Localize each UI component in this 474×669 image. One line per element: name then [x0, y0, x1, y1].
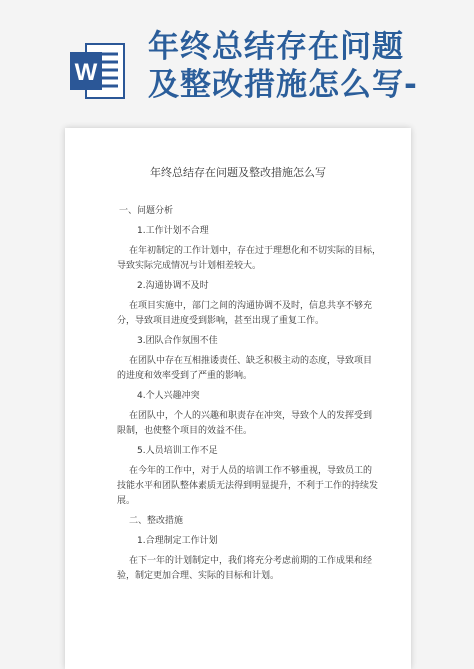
section-heading: 一、问题分析 [119, 206, 174, 216]
paragraph-line: 展。 [117, 496, 136, 506]
item-heading: 1.合理制定工作计划 [137, 536, 218, 546]
word-document-icon [66, 40, 128, 102]
paragraph-line: 在下一年的计划制定中，我们将充分考虑前期的工作成果和经 [129, 556, 373, 566]
banner-title-line-2: 及整改措施怎么写- [148, 67, 418, 103]
item-heading: 1.工作计划不合理 [137, 226, 209, 236]
paragraph-line: 在项目实施中，部门之间的沟通协调不及时，信息共享不够充 [129, 301, 373, 311]
svg-text:W: W [74, 59, 98, 86]
item-heading: 3.团队合作氛围不佳 [137, 336, 218, 346]
paragraph-line: 在今年的工作中，对于人员的培训工作不够重视，导致员工的 [129, 466, 373, 476]
paragraph-line: 分，导致项目进度受到影响，甚至出现了重复工作。 [117, 316, 325, 326]
paragraph-line: 限制，也使整个项目的效益不佳。 [117, 426, 253, 436]
section-heading: 二、整改措施 [129, 516, 184, 526]
item-heading: 2.沟通协调不及时 [137, 281, 209, 291]
paragraph-line: 在年初制定的工作计划中，存在过于理想化和不切实际的目标， [129, 246, 382, 256]
paragraph-line: 验，制定更加合理、实际的目标和计划。 [117, 571, 280, 581]
document-title: 年终总结存在问题及整改措施怎么写 [150, 166, 326, 179]
paragraph-line: 导致实际完成情况与计划相差较大。 [117, 261, 262, 271]
document-page [65, 128, 411, 669]
paragraph-line: 的进度和效率受到了严重的影响。 [117, 371, 253, 381]
banner-title-line-1: 年终总结存在问题 [148, 29, 404, 65]
paragraph-line: 在团队中存在互相推诿责任、缺乏积极主动的态度，导致项目 [129, 356, 373, 366]
item-heading: 4.个人兴趣冲突 [137, 391, 200, 401]
header-banner [0, 0, 474, 120]
item-heading: 5.人员培训工作不足 [137, 446, 218, 456]
paragraph-line: 技能水平和团队整体素质无法得到明显提升，不利于工作的持续发 [117, 481, 379, 491]
paragraph-line: 在团队中，个人的兴趣和职责存在冲突，导致个人的发挥受到 [129, 411, 373, 421]
banner-title [148, 28, 468, 104]
